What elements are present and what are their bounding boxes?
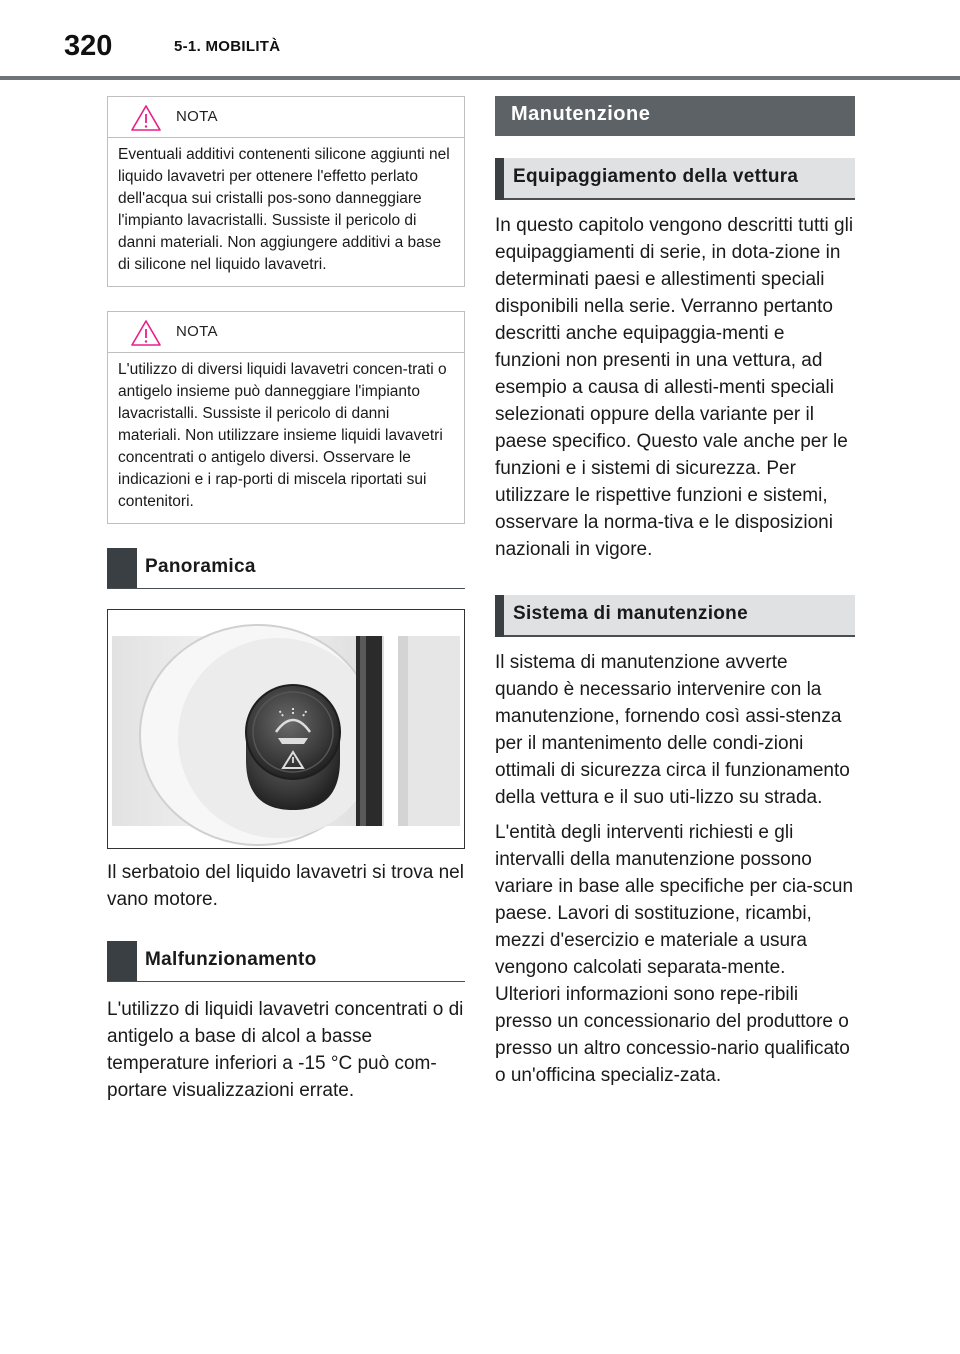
page-header — [0, 0, 960, 80]
nota-header — [108, 312, 464, 353]
nota-text: Eventuali additivi contenenti silicone aggiunti nel liquido lavavetri per ottenere l'effetto perlato dell'acqua sui cristalli pos-sono danneggiare l'impianto lavacristalli. Sussiste il pericolo di danni materiali. Non aggiungere additivi a base di silicone nel liquido lavavetri. — [118, 146, 450, 273]
heading-label: Panoramica — [145, 556, 256, 577]
section-heading-malfunzionamento — [107, 941, 465, 982]
sistema-text-1: Il sistema di manutenzione avverte quando è necessario intervenire con la manutenzione, fornendo così assi-stenza per il mantenimento delle condi-zioni ottimali di sicurezza circa il funzionamento della vettura e il suo uti-lizzo su strada. — [495, 652, 850, 808]
figure-caption: Il serbatoio del liquido lavavetri si trova nel vano motore. — [107, 862, 464, 910]
heading-bar — [495, 595, 504, 637]
heading-label: Manutenzione — [511, 103, 651, 125]
malfunzionamento-text: L'utilizzo di liquidi lavavetri concentrati o di antigelo a base di alcol a basse temperature inferiori a -15 °C può com-portare visualizzazioni errate. — [107, 999, 464, 1101]
right-column — [495, 96, 855, 1089]
section-heading-panoramica — [107, 548, 465, 589]
page-number: 320 — [64, 30, 113, 62]
nota-title: NOTA — [176, 323, 218, 340]
header-rule — [0, 76, 960, 80]
nota-header — [108, 97, 464, 138]
heading-bar — [495, 158, 504, 200]
subheading-sistema-manutenzione — [495, 595, 855, 637]
heading-label: Equipaggiamento della vettura — [513, 166, 799, 187]
nota-box-silicone — [107, 96, 465, 287]
left-column — [107, 96, 465, 1104]
nota-box-liquidi — [107, 311, 465, 524]
nota-text: L'utilizzo di diversi liquidi lavavetri concen-trati o antigelo insieme può danneggiare l'impianto lavacristalli. Sussiste il pericolo di danni materiali. Non utilizzare insieme liquidi lavavetri concentrati o antigelo diversi. Osservare le indicazioni e i rap-porti di miscela riportati sui contenitori. — [118, 361, 447, 510]
nota-title: NOTA — [176, 108, 218, 125]
heading-label: Malfunzionamento — [145, 949, 317, 970]
chapter-title: 5-1. MOBILITÀ — [174, 38, 281, 55]
equipaggiamento-text: In questo capitolo vengono descritti tutti gli equipaggiamenti di serie, in dota-zione in determinati paesi e allestimenti speciali disponibili nella serie. Verranno pertanto descritti anche equipaggia-menti e funzioni non presenti in una vettura, ad esempio a causa di allesti-menti speciali selezionati oppure della variante per il paese specifico. Questo vale anche per le funzioni e i sistemi di sicurezza. Per utilizzare le rispettive funzioni e sistemi, osservare la norma-tiva e le disposizioni nazionali in vigore. — [495, 215, 854, 560]
subheading-equipaggiamento — [495, 158, 855, 200]
heading-bar — [107, 548, 137, 588]
heading-bar — [107, 941, 137, 981]
main-heading-manutenzione — [495, 96, 855, 136]
heading-label: Sistema di manutenzione — [513, 603, 748, 624]
warning-icon — [130, 104, 162, 132]
warning-icon — [130, 319, 162, 347]
washer-reservoir-figure — [107, 609, 465, 849]
washer-cap-illustration — [108, 610, 464, 848]
sistema-text-2: L'entità degli interventi richiesti e gli intervalli della manutenzione possono variare in base alle specifiche per cia-scun paese. Lavori di sostituzione, ricambi, mezzi d'esercizio e materiale a usura vengono calcolati separata-mente. Ulteriori informazioni sono repe-ribili presso un concessionario del produttore o presso un altro concessio-nario qualificato o un'officina specializ-zata. — [495, 822, 854, 1086]
